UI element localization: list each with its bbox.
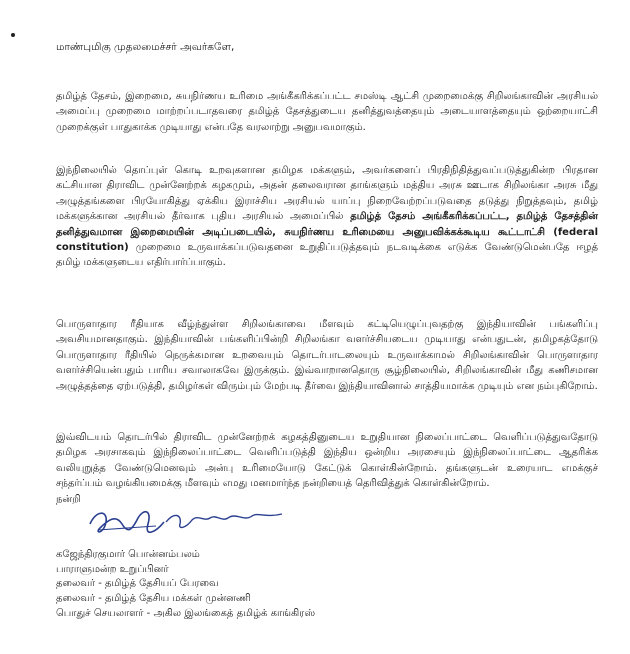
signatory-name: கஜேந்திரகுமார் பொன்னம்பலம் bbox=[56, 549, 200, 560]
paragraph-2-emphasis: தமிழ்த் தேசம் அங்கீகரிக்கப்பட்ட, தமிழ்த் தேசத்தின் தனித்துவமான இறைமையின் அடிப்படையில், சுயநிர்ணய உரிமையை அனுபவிக்கக்கூடிய கூட்டாட்சி (federal constitution) bbox=[56, 211, 598, 254]
paragraph-1: தமிழ்த் தேசம், இறைமை, சுயநிர்ணய உரிமை அங்கீகரிக்கப்பட்ட சமஸ்டி ஆட்சி முறைமைக்கு சிறிலங்காவின் அரசியல் அமைப்பு முறைமை மாற்றப்படாதவரை தமிழ்த் தேசத்துடைய தனித்துவத்தையும் அடையாளத்தையும் ஒற்றையாட்சி முறைக்குள் பாதுகாக்க முடியாது என்பதே வரலாற்று அனுபவமாகும். bbox=[56, 91, 598, 133]
paragraph-2 bbox=[56, 163, 598, 271]
paragraph-2-lead: இந்நிலையில் தொப்புள் கொடி உறவுகளான தமிழக மக்களும், அவர்களைப் பிரதிநிதித்துவப்படுத்துகின்ற பிரதான கட்சியான திராவிட முன்னேற்றக் கழகமும், அதன் தலைவரான தாங்களும் மத்திய அரசு ஊடாக சிறிலங்கா அரசு மீது அழுத்தங்களை பிரயோகித்து ஏக்கிய இராச்சிய அரசியல் யாப்பு நிறைவேற்றப்படுவதை தடுத்து நிறுத்தவும், தமிழ் மக்களுக்கான அரசியல் தீர்வாக புதிய அரசியல் அமைப்பில் bbox=[56, 165, 598, 223]
salutation: மாண்புமிகு முதலமைச்சர் அவர்களே, bbox=[56, 41, 235, 53]
signatory-title-3: பொதுச் செயலாளர் - அகில இலங்கைத் தமிழ்க் காங்கிரஸ் bbox=[56, 607, 316, 619]
signature-block bbox=[56, 548, 315, 622]
paragraph-4: இவ்விடயம் தொடர்பில் திராவிட முன்னேற்றக் கழகத்தினுடைய உறுதியான நிலைப்பாட்டை வெளிப்படுத்துவதோடு தமிழக அரசாகவும் இந்நிலைப்பாட்டை வெளிப்படுத்தி இந்திய ஒன்றிய அரசையும் இந்நிலைப்பாட்டை ஆதரிக்க வலியுறுத்த வேண்டுமெனவும் அன்பு உரிமையோடு கேட்டுக் கொள்கின்றோம். தங்களுடன் உரையாட எமக்குச் சந்தர்ப்பம் வழங்கியமைக்கு மீளவும் எமது மனமார்ந்த நன்றியைத் தெரிவித்துக் கொள்கின்றோம். bbox=[56, 432, 598, 490]
signatory-title-2: தலைவர் - தமிழ்த் தேசிய மக்கள் முன்னணி bbox=[56, 593, 251, 605]
signatory-title-1: தலைவர் - தமிழ்த் தேசியப் பேரவை bbox=[56, 578, 219, 590]
closing-thanks: நன்றி bbox=[56, 494, 81, 505]
bullet-mark bbox=[11, 33, 15, 37]
signatory-role: பாராளுமன்ற உறுப்பினர் bbox=[56, 563, 169, 575]
paragraph-3: பொருளாதார ரீதியாக வீழ்ந்துள்ள சிறிலங்காவை மீளவும் கட்டியெழுப்புவதற்கு இந்தியாவின் பங்களிப்பு அவசியமானதாகும். இந்தியாவின் பங்களிப்பின்றி சிறிலங்கா வளர்ச்சியடைய முடியாது என்பதுடன், தமிழகத்தோடு பொருளாதார ரீதியில் நெருக்கமான உறவையும் தொடர்பாடலையும் உருவாக்காமல் சிறிலங்காவின் பொருளாதார வளர்ச்சியென்பதும் பாரிய சவாலாகவே இருக்கும். இவ்வாறானதொரு சூழ்நிலையில், சிறிலங்காவின் மீது கணிசமான அழுத்தத்தை ஏற்படுத்தி, தமிழர்கள் விரும்பும் மேற்படி தீர்வை இந்தியாவினால் சாத்தியமாக்க முடியும் என நம்புகிறோம். bbox=[56, 319, 598, 392]
paragraph-2-tail: முறைமை உருவாக்கப்படுவதனை உறுதிப்படுத்தவும் நடவடிக்கை எடுக்க வேண்டுமென்பதே ஈழத் தமிழ் மக்களுடைய எதிர்பார்ப்பாகும். bbox=[56, 242, 598, 269]
handwritten-signature bbox=[86, 500, 286, 540]
